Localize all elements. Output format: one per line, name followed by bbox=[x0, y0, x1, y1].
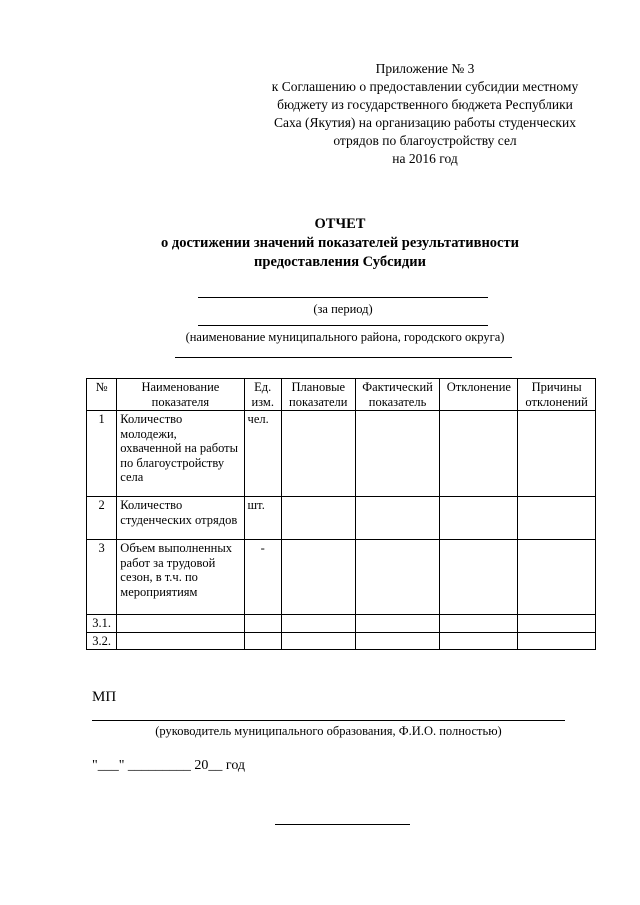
cell-reasons[interactable] bbox=[518, 615, 596, 633]
header-actual: Фактический показатель bbox=[355, 379, 440, 411]
header-number: № bbox=[87, 379, 117, 411]
report-table bbox=[86, 378, 596, 650]
cell-planned[interactable] bbox=[281, 411, 355, 497]
cell-planned[interactable] bbox=[281, 632, 355, 650]
appendix-line: Саха (Якутия) на организацию работы студенческих bbox=[274, 115, 576, 130]
cell-actual[interactable] bbox=[355, 540, 440, 615]
title-main: ОТЧЕТ bbox=[314, 216, 366, 232]
header-deviation: Отклонение bbox=[440, 379, 518, 411]
appendix-line: к Соглашению о предоставлении субсидии местному bbox=[271, 79, 579, 94]
cell-planned[interactable] bbox=[281, 540, 355, 615]
header-unit: Ед. изм. bbox=[244, 379, 281, 411]
cell-name: Количество молодежи, охваченной на работы по благоустройству села bbox=[117, 411, 244, 497]
table-row bbox=[87, 411, 596, 497]
municipality-line[interactable] bbox=[198, 325, 488, 326]
cell-name[interactable] bbox=[117, 632, 244, 650]
header-planned: Плановые показатели bbox=[281, 379, 355, 411]
cell-number: 3.1. bbox=[87, 615, 117, 633]
cell-deviation[interactable] bbox=[440, 540, 518, 615]
cell-deviation[interactable] bbox=[440, 615, 518, 633]
cell-deviation[interactable] bbox=[440, 497, 518, 540]
cell-reasons[interactable] bbox=[518, 497, 596, 540]
appendix-line: Приложение № 3 bbox=[375, 61, 475, 76]
table-header-row bbox=[87, 379, 596, 411]
date-line[interactable]: "___" _________ 20__ год bbox=[92, 758, 246, 773]
extra-line[interactable] bbox=[175, 357, 512, 358]
cell-number: 1 bbox=[87, 411, 117, 497]
header-reasons: Причины отклонений bbox=[518, 379, 596, 411]
cell-actual[interactable] bbox=[355, 615, 440, 633]
cell-unit: шт. bbox=[244, 497, 281, 540]
cell-actual[interactable] bbox=[355, 497, 440, 540]
head-caption: (руководитель муниципального образования, Ф.И.О. полностью) bbox=[155, 724, 502, 738]
appendix-line: на 2016 год bbox=[392, 151, 458, 166]
cell-reasons[interactable] bbox=[518, 540, 596, 615]
period-line[interactable] bbox=[198, 297, 488, 298]
title-sub: предоставления Субсидии bbox=[254, 254, 426, 270]
cell-reasons[interactable] bbox=[518, 632, 596, 650]
cell-unit: чел. bbox=[244, 411, 281, 497]
cell-number: 2 bbox=[87, 497, 117, 540]
cell-planned[interactable] bbox=[281, 497, 355, 540]
cell-actual[interactable] bbox=[355, 632, 440, 650]
signature-line[interactable] bbox=[275, 824, 410, 825]
cell-name[interactable] bbox=[117, 615, 244, 633]
cell-deviation[interactable] bbox=[440, 411, 518, 497]
cell-name: Количество студенческих отрядов bbox=[117, 497, 244, 540]
municipality-caption: (наименование муниципального района, городского округа) bbox=[185, 330, 505, 344]
cell-unit[interactable] bbox=[244, 632, 281, 650]
head-signature-line[interactable] bbox=[92, 720, 565, 721]
appendix-line: бюджету из государственного бюджета Республики bbox=[277, 97, 573, 112]
cell-reasons[interactable] bbox=[518, 411, 596, 497]
table-row bbox=[87, 632, 596, 650]
appendix-line: отрядов по благоустройству сел bbox=[333, 133, 517, 148]
appendix-header bbox=[240, 60, 610, 168]
table-row bbox=[87, 615, 596, 633]
stamp-placeholder: МП bbox=[92, 689, 117, 705]
table-row bbox=[87, 497, 596, 540]
cell-name: Объем выполненных работ за трудовой сезон, в т.ч. по мероприятиям bbox=[117, 540, 244, 615]
cell-actual[interactable] bbox=[355, 411, 440, 497]
cell-deviation[interactable] bbox=[440, 632, 518, 650]
cell-number: 3.2. bbox=[87, 632, 117, 650]
report-title bbox=[60, 215, 620, 272]
table-row bbox=[87, 540, 596, 615]
cell-unit[interactable] bbox=[244, 615, 281, 633]
cell-number: 3 bbox=[87, 540, 117, 615]
period-caption: (за период) bbox=[313, 302, 373, 316]
cell-planned[interactable] bbox=[281, 615, 355, 633]
title-sub: о достижении значений показателей результативности bbox=[161, 235, 519, 251]
cell-unit: - bbox=[244, 540, 281, 615]
header-name: Наименование показателя bbox=[117, 379, 244, 411]
